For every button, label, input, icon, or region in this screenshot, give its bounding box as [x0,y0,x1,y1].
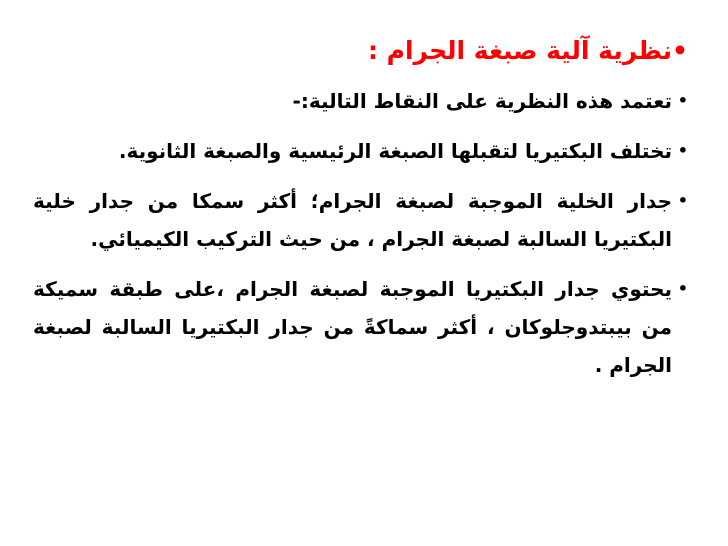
bullet-icon: • [677,141,688,160]
title-item [33,34,688,68]
bullet-item [33,270,688,384]
bullet-icon: • [677,91,688,110]
bullet-item [33,182,688,258]
bullet-item [33,132,688,170]
bullet-icon: • [677,279,688,298]
bullet-icon: • [677,191,688,210]
bullet-item [33,82,688,120]
slide-title: نظرية آلية صبغة الجرام : [367,36,672,65]
bullet-text: جدار الخلية الموجبة لصبغة الجرام؛ أكثر سمكا من جدار خلية البكتيريا السالبة لصبغة الجرام ، من حيث التركيب الكيميائي. [33,189,672,251]
slide-content [33,34,688,396]
bullet-icon: • [672,36,688,65]
bullet-text: تختلف البكتيريا لتقبلها الصبغة الرئيسية والصبغة الثانوية. [118,139,672,163]
bullet-text: تعتمد هذه النظرية على النقاط التالية:- [292,89,672,113]
bullet-text: يحتوي جدار البكتيريا الموجبة لصبغة الجرام ،على طبقة سميكة من بيبتدوجلوكان ، أكثر سماكةً من جدار البكتيريا السالبة لصبغة الجرام . [33,277,672,377]
